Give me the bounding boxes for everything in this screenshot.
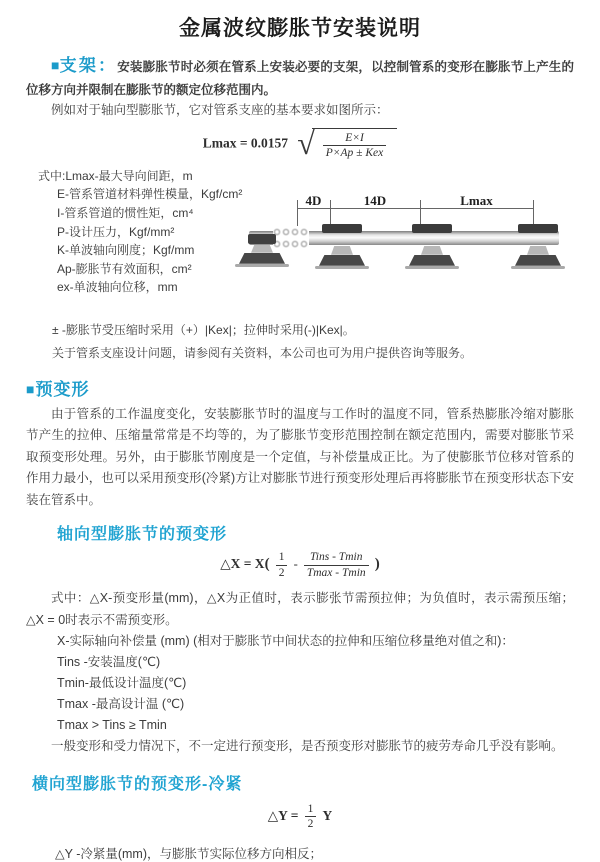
axial-item: X-实际轴向补偿量 (mm) (相对于膨胀节中间状态的拉伸和压缩位移量绝对值之和)： — [57, 634, 514, 649]
sqrt-sign: √ — [297, 125, 315, 162]
service-note: 关于管系支座设计问题，请参阅有关资料，本公司也可为用户提供咨询等服务。 — [52, 345, 473, 360]
axial-item: Tmax > Tins ≥ Tmin — [57, 718, 167, 733]
lateral-formula-prefix: △Y = — [267, 807, 299, 823]
definition-line: K-单波轴向刚度；Kgf/mm — [57, 243, 195, 258]
support-intro-text: 安装膨胀节时必须在管系上安装必要的支架，以控制管系的变形在膨胀节上产生的位移方向并限制在膨胀节的额定位移范围内。 — [26, 60, 574, 97]
definition-line: ex-单波轴向位移，mm — [57, 280, 178, 295]
section-square-icon: ■ — [26, 380, 36, 397]
guide-support-graphic — [315, 224, 369, 272]
sqrt-radical — [297, 125, 397, 162]
definition-line: E-管系管道材料弹性模量，Kgf/cm² — [57, 187, 243, 202]
definition-line: P-设计压力，Kgf/mm² — [57, 224, 175, 239]
axial-item: Tins -安装温度(℃) — [57, 655, 161, 670]
lmax-formula — [0, 125, 600, 162]
lmax-formula-lhs: Lmax = 0.0157 — [202, 135, 289, 151]
axial-explain-paragraph: 式中：△X-预变形量(mm)，△X为正值时，表示膨张节需预拉伸；为负值时，表示需预压缩；△X = 0时表示不需预变形。 — [26, 591, 574, 627]
page-title: 金属波纹膨胀节安装说明 — [179, 17, 421, 40]
half-denominator: 2 — [307, 818, 314, 831]
lmax-formula-denominator: P×Ap ± Kex — [325, 147, 384, 160]
axial-item: Tmax -最高设计温 (℃) — [57, 697, 185, 712]
temp-numerator: Tins - Tmin — [304, 550, 369, 565]
axial-subsection-heading: 轴向型膨胀节的预变形 — [57, 526, 228, 544]
support-example-line: 例如对于轴向型膨胀节，它对管系支座的基本要求如图所示： — [51, 102, 389, 117]
dimension-label-14d: 14D — [363, 192, 387, 208]
predeform-paragraph: 由于管系的工作温度变化，安装膨胀节时的温度与工作时的温度不同，管系热膨胀冷缩对膨胀节产生的拉伸、压缩量常常是不均等的，为了膨胀节变形范围控制在额定范围内，需要对膨胀节采取预变形处理。另外，由于膨胀节刚度是一个定值，与补偿量成正比。为了使膨胀节位移对管系的作用力最小，也可以采用预变形(冷紧)方让对膨胀节进行预变形处理后再将膨胀节在预变形状态下安装在管系中。 — [26, 406, 574, 507]
guide-support-graphic — [405, 224, 459, 272]
definitions-and-diagram — [0, 167, 600, 317]
definition-line: I-管系管道的惯性矩，cm⁴ — [57, 205, 194, 220]
open-paren: ( — [264, 556, 270, 573]
support-intro-paragraph — [0, 52, 600, 100]
lateral-subsection-heading: 横向型膨胀节的预变形-冷紧 — [32, 776, 243, 794]
predeform-heading-text: 预变形 — [35, 379, 90, 399]
axial-item: Tmin-最低设计温度(℃) — [57, 676, 187, 691]
guide-support-graphic — [511, 224, 565, 272]
lateral-formula — [0, 802, 600, 832]
definition-line: 式中:Lmax-最大导向间距，m — [38, 168, 193, 183]
lateral-note-line: △Y -冷紧量(mm)，与膨胀节实际位移方向相反； — [55, 846, 323, 861]
document-page — [0, 12, 600, 861]
close-paren: ) — [374, 556, 380, 573]
axial-formula-prefix: △X = X — [220, 556, 265, 572]
axial-closing-line: 一般变形和受力情况下，不一定进行预变形，是否预变形对膨胀节的疲劳寿命几乎没有影响。 — [51, 739, 564, 754]
temp-denominator: Tmax - Tmin — [306, 566, 366, 579]
definition-line: Ap-膨胀节有效面积，cm² — [57, 261, 192, 276]
section-square-icon: ■ — [51, 57, 60, 73]
minus-sign: - — [293, 557, 298, 572]
predeform-section-heading — [0, 375, 600, 400]
dimension-label-lmax: Lmax — [460, 192, 493, 208]
half-numerator: 1 — [305, 802, 317, 817]
lateral-formula-suffix: Y — [322, 807, 333, 823]
half-numerator: 1 — [276, 550, 288, 565]
axial-formula — [0, 550, 600, 580]
pipe-support-diagram — [243, 192, 567, 287]
anchor-support-graphic — [235, 231, 289, 275]
support-section-heading: 支架： — [59, 56, 118, 75]
lmax-formula-numerator: E×I — [323, 131, 387, 146]
dimension-label-4d: 4D — [305, 192, 322, 208]
half-denominator: 2 — [278, 566, 285, 579]
plus-minus-note: ± -膨胀节受压缩时采用（+）|Kex|；拉伸时采用(-)|Kex|。 — [52, 322, 355, 337]
